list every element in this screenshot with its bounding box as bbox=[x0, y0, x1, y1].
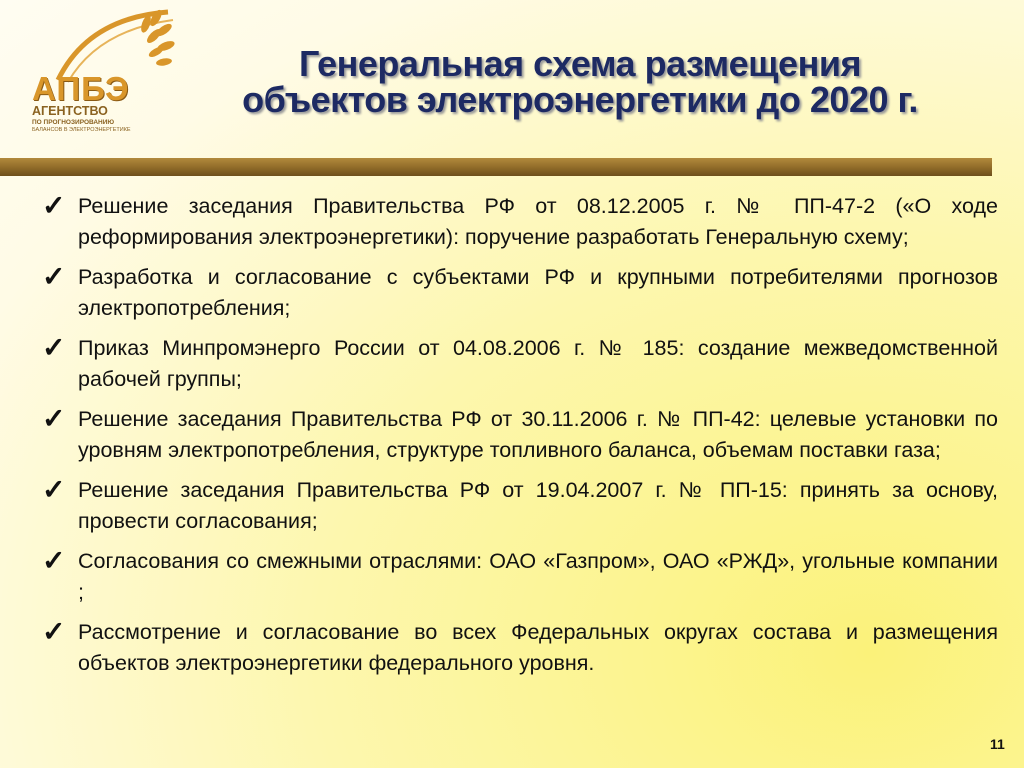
checkmark-icon: ✓ bbox=[42, 332, 66, 363]
logo-subtitle-2: БАЛАНСОВ В ЭЛЕКТРОЭНЕРГЕТИКЕ bbox=[32, 127, 131, 133]
list-item-text: Решение заседания Правительства РФ от 19.04.2007 г. № ПП-15: принять за основу, провести согласования; bbox=[78, 478, 998, 533]
slide-title-line-2: объектов электроэнергетики до 2020 г. bbox=[242, 79, 918, 120]
checkmark-icon: ✓ bbox=[42, 403, 66, 434]
list-item bbox=[36, 617, 998, 679]
checkmark-icon: ✓ bbox=[42, 261, 66, 292]
page-number: 11 bbox=[990, 736, 1005, 752]
logo-subtitle-1: ПО ПРОГНОЗИРОВАНИЮ bbox=[32, 119, 115, 126]
list-item bbox=[36, 475, 998, 537]
logo-agency-label: АГЕНТСТВО bbox=[32, 104, 108, 118]
logo-abbreviation: АПБЭ bbox=[32, 70, 130, 107]
bullet-list bbox=[36, 191, 998, 688]
list-item-text: Решение заседания Правительства РФ от 30.11.2006 г. № ПП-42: целевые установки по уровням электропотребления, структуре топливного баланса, объемам поставки газа; bbox=[78, 407, 998, 462]
list-item-text: Решение заседания Правительства РФ от 08.12.2005 г. № ПП-47-2 («О ходе реформирования электроэнергетики): поручение разработать Генеральную схему; bbox=[78, 194, 998, 249]
list-item bbox=[36, 546, 998, 608]
checkmark-icon: ✓ bbox=[42, 616, 66, 647]
checkmark-icon: ✓ bbox=[42, 190, 66, 221]
list-item-text: Рассмотрение и согласование во всех Федеральных округах состава и размещения объектов электроэнергетики федерального уровня. bbox=[78, 620, 998, 675]
checkmark-icon: ✓ bbox=[42, 545, 66, 576]
list-item bbox=[36, 404, 998, 466]
list-item bbox=[36, 191, 998, 253]
list-item-text: Согласования со смежными отраслями: ОАО «Газпром», ОАО «РЖД», угольные компании ; bbox=[78, 549, 998, 604]
list-item bbox=[36, 262, 998, 324]
company-logo bbox=[28, 8, 178, 133]
list-item-text: Приказ Минпромэнерго России от 04.08.2006 г. № 185: создание межведомственной рабочей группы; bbox=[78, 336, 998, 391]
title-divider-bar bbox=[0, 158, 992, 176]
slide-title bbox=[190, 43, 970, 120]
checkmark-icon: ✓ bbox=[42, 474, 66, 505]
list-item-text: Разработка и согласование с субъектами РФ и крупными потребителями прогнозов электропотребления; bbox=[78, 265, 998, 320]
slide-title-line-1: Генеральная схема размещения bbox=[299, 43, 861, 84]
list-item bbox=[36, 333, 998, 395]
